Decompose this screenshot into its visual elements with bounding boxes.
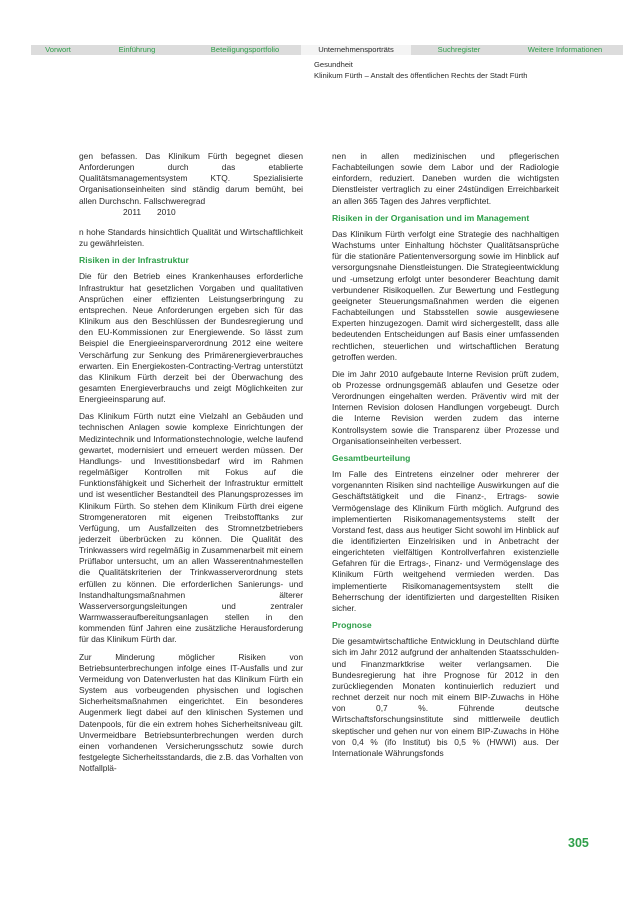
heading-prognose: Prognose — [332, 620, 372, 631]
right-column — [332, 151, 559, 765]
left-paragraph-2: Die für den Betrieb eines Krankenhauses erforderliche Infrastruktur hat gesetzlichen Vorgaben und qualitativen Ansprüchen einer effizienten Leistungserbringung zu entsprechen. Neue Anforderungen ergeben sich für das Klinikum aus den Beschlüssen der Bundesregierung und den EU-Kommissionen zur Energiewende. So lässt zum Beispiel die Energieeinsparverordnung 2012 eine weitere Verschärfung zur Senkung des Primärenergieverbrauches erwarten. Ein Energiekosten-Contracting-Vertrag unterstützt das Klinikum Fürth derzeit bei der Überwachung des gesamten Energieverbrauchs und zeigt Möglichkeiten zur Energieeinsparung auf. — [79, 271, 303, 405]
heading-gesamtbeurteilung: Gesamtbeurteilung — [332, 452, 411, 463]
nav-item-weitere-informationen[interactable]: Weitere Informationen — [527, 45, 603, 54]
right-paragraph-3: Die im Jahr 2010 aufgebaute Interne Revision prüft zudem, ob Prozesse ordnungsgemäß ablaufen und Gesetze oder Verordnungen eingehalten werden. Präventiv wird mit der Internen Revision dolosen Handlungen vorgebeugt. Durch die Interne Revision werden zudem das interne Kontrollsystem sowie die Transparenz über Prozesse und Organisationseinheiten verbessert. — [332, 368, 559, 446]
right-paragraph-2: Das Klinikum Fürth verfolgt eine Strategie des nachhaltigen Wachstums unter Einhaltung höchster Qualitätsansprüche für die stationäre Patientenversorgung sowie im Hinblick auf versorgungsnahe Dienstleistungen. Die Strategieentwicklung und -umsetzung erfolgt unter besonderer Beachtung damit verbundener Risikoquellen. Zur Bewertung und Festlegung geeigneter Steuerungsmaßnahmen werden die eigenen Fachabteilungen und Stabsstellen sowie ausgewiesene Experten hinzugezogen. Damit wird sichergestellt, dass alle bedeutenden Entscheidungen auf Basis einer umfassenden rechtlichen, steuerlichen und wirtschaftlichen Beratung getroffen werden. — [332, 228, 559, 362]
left-paragraph-0-text: gen befassen. Das Klinikum Fürth begegnet diesen Anforderungen durch das etablierte Qualitätsmanagementsystem KTQ. Spezialisierte Organisationseinheiten sind ständig darum bemüht, bei allen Durchschn. Fallschweregrad — [79, 151, 303, 206]
nav-item-suchregister[interactable]: Suchregister — [437, 45, 481, 54]
breadcrumb-category: Gesundheit — [314, 60, 353, 69]
section-navigation — [31, 45, 623, 55]
left-column — [79, 151, 303, 780]
breadcrumb-entity: Klinikum Fürth – Anstalt des öffentlichen Rechts der Stadt Fürth — [314, 71, 528, 80]
table-fragment-year-2011: 2011 — [123, 206, 142, 217]
nav-item-vorwort[interactable]: Vorwort — [45, 45, 71, 54]
left-paragraph-0 — [79, 151, 303, 218]
heading-risiken-organisation: Risiken in der Organisation und im Management — [332, 212, 530, 223]
right-paragraph-4: Im Falle des Eintretens einzelner oder mehrerer der vorgenannten Risiken sind nachteilige Auswirkungen auf die Geschäftstätigkeit und die Finanz-, Ertrags- sowie Vermögenslage des Klinikum Fürth möglich. Aufgrund des implementierten Risikomanagementsystems stellt der Vorstand fest, dass aus heutiger Sicht sowohl im Hinblick auf die identifizierten Einzelrisiken und in Anbetracht der eingerichteten vielfältigen Kontrollverfahren existenzielle Gefahren für die Ertrags-, Finanz- und Vermögenslage des Klinikum Fürth weitgehend vermieden werden. Das implementierte Risikomanagementsystem stellt die Beherrschung der identifizierten und dargestellten Risiken sicher. — [332, 469, 559, 613]
nav-item-unternehmensportraets[interactable]: Unternehmensporträts — [301, 45, 411, 55]
nav-item-einfuehrung[interactable]: Einführung — [118, 45, 156, 54]
left-paragraph-1: n hohe Standards hinsichtlich Qualität und Wirtschaftlichkeit zu gewährleisten. — [79, 226, 303, 249]
right-paragraph-1: nen in allen medizinischen und pflegerischen Fachabteilungen sowie dem Labor und der Radiologie einfordern, reduziert. Daneben wurden die wichtigsten Dienstleister vertraglich zu einer 24stündigen Erreichbarkeit an allen 365 Tagen des Jahres verpflichtet. — [332, 151, 559, 206]
heading-risiken-infrastruktur: Risiken in der Infrastruktur — [79, 255, 189, 266]
left-paragraph-4: Zur Minderung möglicher Risiken von Betriebsunterbrechungen infolge eines IT-Ausfalls und zur Vermeidung von Datenverlusten hat das Klinikum Fürth ein System aus vorbeugenden physischen und logischen Sicherheitsmaßnahmen eingerichtet. Ein besonderes Augenmerk liegt dabei auf den klinischen Systemen und Datenpools, für die ein extrem hohes Sicherheitsniveau gilt. Unvermeidbare Betriebsunterbrechungen werden durch einen vorhandenen Versicherungsschutz sowie durch festgelegte Sicherheitsstandards, die z.B. das Vorhalten von Notfallplä- — [79, 651, 303, 774]
left-paragraph-3: Das Klinikum Fürth nutzt eine Vielzahl an Gebäuden und technischen Anlagen sowie komplexe Einrichtungen der Medizintechnik und Informationstechnologie, welche laufend gewartet, modernisiert und erneuert werden müssen. Der Handlungs- und Investitionsbedarf wird im Rahmen regelmäßiger Kontrollen mit Fokus auf die Funktionsfähigkeit und Sicherheit der Infrastruktur ermittelt und ist wesentlicher Bestandteil des Planungsprozesses im Klinikum Fürth. So stehen dem Klinikum Fürth drei eigene Stromgeneratoren mit eigenen Treibstofftanks zur Verfügung, um Ausfallzeiten des Stromnetzbetriebers jederzeit überbrücken zu können. Die Qualität des Trinkwassers wird regelmäßig in Zusammenarbeit mit einem Prüflabor untersucht, um an allen Wasserentnahmestellen die Qualitätskriterien der Trinkwasserverordnung stets erfüllen zu können. Die erforderlichen Sanierungs- und Instandhaltungsmaßnahmen älterer Wasserversorgungsleitungen und zentraler Warmwasseraufbereitungsanlagen stellen in den kommenden fünf Jahren eine zusätzliche Herausforderung für das Klinikum Fürth dar. — [79, 411, 303, 645]
right-paragraph-5: Die gesamtwirtschaftliche Entwicklung in Deutschland dürfte sich im Jahr 2012 aufgrund der anhaltenden Staatsschulden- und Finanzmarktkrise weiter verlangsamen. Die Bundesregierung hat ihre Prognose für 2012 in den zurückliegenden Monaten kontinuierlich reduziert und rechnet derzeit nur noch mit einem BIP-Zuwachs in Höhe von 0,7 %. Führende deutsche Wirtschaftsforschungsinstitute sind mittlerweile deutlich skeptischer und gehen nur von einem BIP-Zuwachs in Höhe von 0,4 % (ifo Institut) bis 0,5 % (HWWI) aus. Der Internationale Währungsfonds — [332, 636, 559, 758]
nav-item-beteiligungsportfolio[interactable]: Beteiligungsportfolio — [210, 45, 280, 54]
table-fragment-year-2010: 2010 — [157, 206, 176, 217]
page-number: 305 — [568, 836, 589, 850]
breadcrumb — [314, 59, 527, 81]
